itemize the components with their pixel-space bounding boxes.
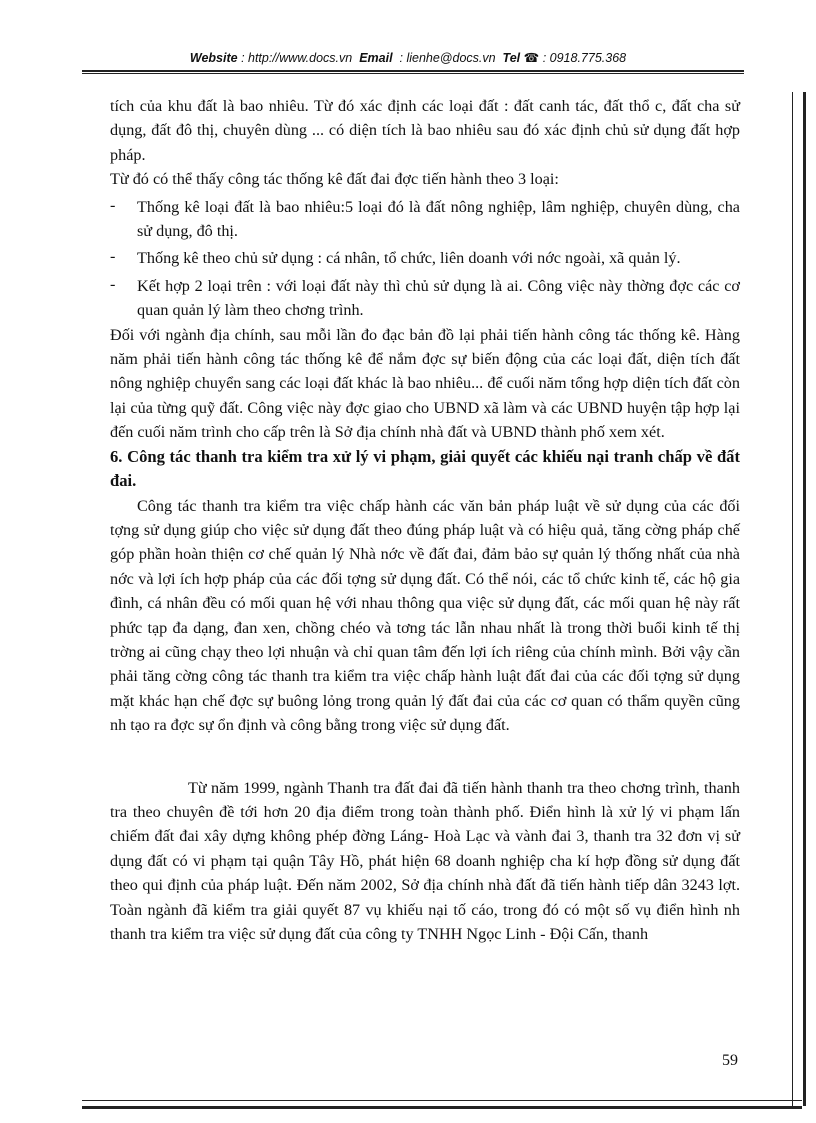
bullet-item (110, 246, 740, 270)
tel-label: Tel (502, 51, 521, 65)
page-border-right (792, 92, 806, 1106)
header-rule (82, 70, 744, 74)
bullet-dash: - (110, 274, 116, 293)
paragraph-4: Công tác thanh tra kiểm tra việc chấp hành các văn bản pháp luật về sử dụng của các đối tợng sử dụng giúp cho việc sử dụng đất theo đúng pháp luật và có hiệu quả, tăng cờng pháp chế góp phần hoàn thiện cơ chế quản lý Nhà nớc về đất đai, đảm bảo sự quản lý thống nhất của nhà nớc và lợi ích hợp pháp của các đối tợng sử dụng đất. Có thể nói, các tổ chức kinh tế, các hộ gia đình, cá nhân đều có mối quan hệ với nhau thông qua việc sử dụng đất, các mối quan hệ này rất phức tạp đa dạng, đan xen, chồng chéo và tơng tác lẫn nhau nhất là trong thời buổi kinh tế thị trờng ai cũng chạy theo lợi nhuận và chỉ quan tâm đến lợi ích riêng của chính mình. Bởi vậy cần phải tăng cờng công tác thanh tra kiểm tra việc chấp hành luật đất đai của các đối tợng sử dụng mặt khác hạn chế đợc sự buông lỏng trong quản lý đất đai của các cơ quan có thẩm quyền cũng nh tạo ra đợc sự ổn định và công bằng trong việc sử dụng đất. (110, 496, 740, 735)
paragraph-3: Đối với ngành địa chính, sau mỗi lần đo đạc bản đồ lại phải tiến hành công tác thống kê. Hàng năm phải tiến hành công tác thống kê để nắm đợc sự biến động của các loại đất, diện tích đất nông nghiệp chuyển sang các loại đất khác là bao nhiêu... để cuối năm tổng hợp diện tích đất còn lại của từng quỹ đất. Công việc này đợc giao cho UBND xã làm và các UBND huyện tập hợp lại đến cuối năm trình cho cấp trên là Sở địa chính nhà đất và UBND thành phố xem xét. (110, 325, 740, 442)
paragraph-2: Từ đó có thể thấy công tác thống kê đất đai đợc tiến hành theo 3 loại: (110, 170, 559, 189)
paragraph-5: Từ năm 1999, ngành Thanh tra đất đai đã tiến hành thanh tra theo chơng trình, thanh tra theo chuyên đề tới hơn 20 địa điểm trong toàn thành phố. Điển hình là xử lý vi phạm lấn chiếm đất đai xây dựng không phép đờng Láng- Hoà Lạc và vành đai 3, thanh tra 32 đơn vị sử dụng đất có vi phạm tại quận Tây Hồ, phát hiện 68 doanh nghiệp cha kí hợp đồng sử dụng đất theo qui định của pháp luật. Đến năm 2002, Sở địa chính nhà đất đã tiến hành tiếp dân 3243 lợt. Toàn ngành đã kiểm tra giải quyết 87 vụ khiếu nại tố cáo, trong đó có một số vụ điển hình nh thanh tra kiểm tra việc sử dụng đất của công ty TNHH Ngọc Linh - Đội Cấn, thanh (110, 778, 740, 943)
email-label: Email (359, 51, 393, 65)
page-header (0, 50, 816, 65)
page-number: 59 (722, 1052, 738, 1069)
bullet-item (110, 274, 740, 323)
section-heading: 6. Công tác thanh tra kiểm tra xử lý vi phạm, giải quyết các khiếu nại tranh chấp về đất đai. (110, 446, 740, 491)
tel-value: : 0918.775.368 (542, 51, 627, 65)
telephone-icon: ☎ (523, 51, 540, 65)
bullet-dash: - (110, 195, 116, 214)
bullet-text: Thống kê loại đất là bao nhiêu:5 loại đó là đất nông nghiệp, lâm nghiệp, chuyên dùng, cha sử dụng, đô thị. (137, 197, 740, 241)
paragraph-1: tích của khu đất là bao nhiêu. Từ đó xác định các loại đất : đất canh tác, đất thổ c, đất cha sử dụng, đất đô thị, chuyên dùng ... có diện tích là bao nhiêu sau đó xác định chủ sử dụng đất hợp pháp. (110, 97, 740, 164)
paragraph-gap (110, 738, 740, 776)
bullet-text: Kết hợp 2 loại trên : với loại đất này thì chủ sử dụng là ai. Công việc này thờng đợc các cơ quan quản lý làm theo chơng trình. (137, 276, 740, 320)
bullet-text: Thống kê theo chủ sử dụng : cá nhân, tổ chức, liên doanh với nớc ngoài, xã quản lý. (137, 249, 681, 268)
page-border-bottom (82, 1100, 802, 1109)
website-url[interactable]: : http://www.docs.vn (241, 51, 353, 65)
email-value[interactable]: : lienhe@docs.vn (399, 51, 496, 65)
document-body (110, 94, 740, 946)
bullet-dash: - (110, 247, 116, 266)
bullet-item (110, 195, 740, 244)
website-label: Website (189, 51, 238, 65)
